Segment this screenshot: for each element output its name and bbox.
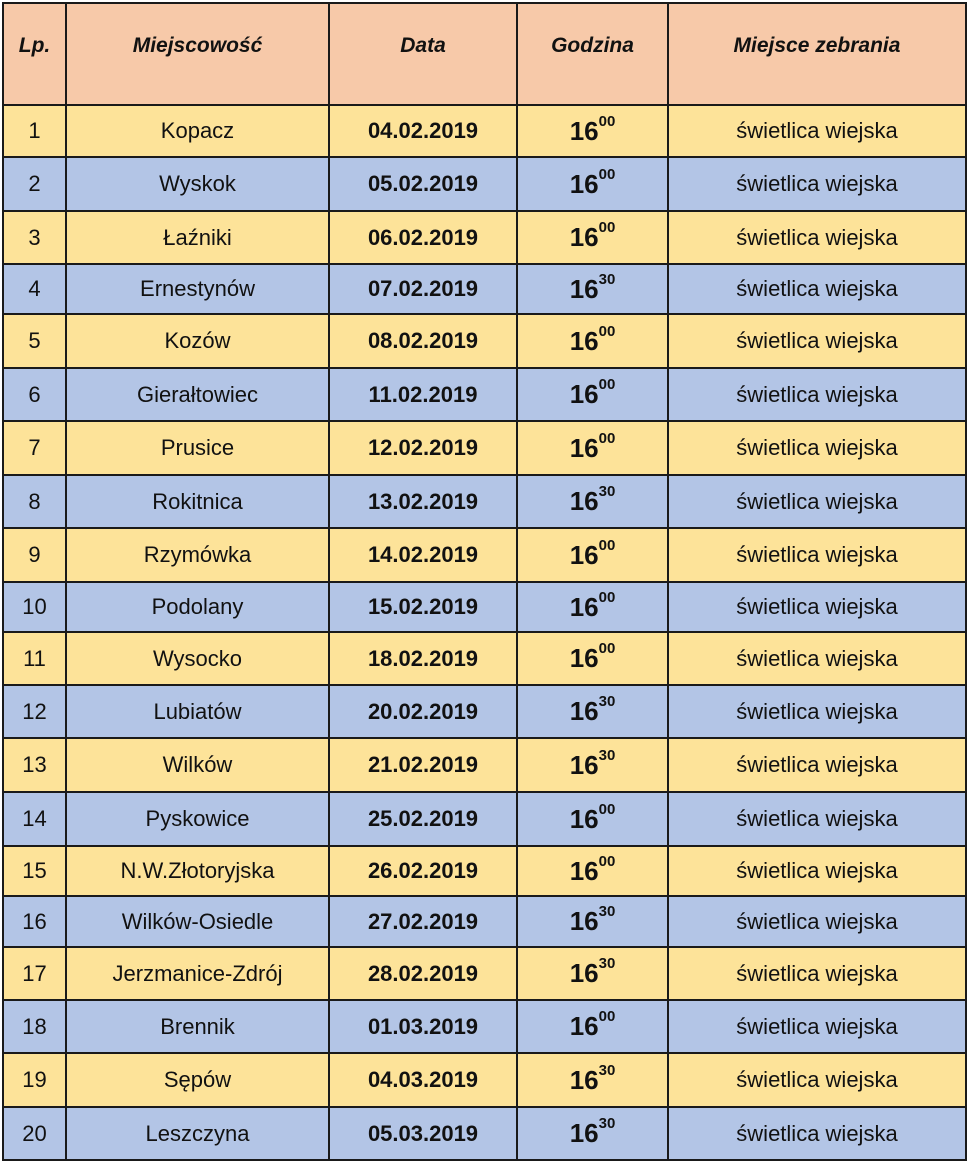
meeting-venue: świetlica wiejska: [668, 738, 966, 792]
place-name: Ernestynów: [66, 264, 329, 314]
place-name: Wysocko: [66, 632, 329, 685]
header-venue: Miejsce zebrania: [668, 3, 966, 105]
table-row: [3, 1053, 966, 1107]
meeting-date: 27.02.2019: [329, 896, 517, 947]
meeting-venue: świetlica wiejska: [668, 105, 966, 157]
time-hour: 16: [569, 1011, 599, 1041]
meeting-venue: świetlica wiejska: [668, 421, 966, 475]
meeting-venue: świetlica wiejska: [668, 157, 966, 211]
row-number: 3: [3, 211, 66, 264]
meeting-date: 28.02.2019: [329, 947, 517, 1000]
row-number: 6: [3, 368, 66, 421]
meeting-venue: świetlica wiejska: [668, 632, 966, 685]
time-hour: 16: [569, 273, 599, 304]
row-number: 13: [3, 738, 66, 792]
row-number: 1: [3, 105, 66, 157]
table-row: [3, 421, 966, 475]
table-row: [3, 685, 966, 738]
time-minute: 30: [598, 1115, 616, 1133]
meeting-time: [517, 738, 668, 792]
row-number: 19: [3, 1053, 66, 1107]
meeting-date: 26.02.2019: [329, 846, 517, 896]
meeting-time: [517, 314, 668, 368]
time-minute: 00: [598, 800, 616, 818]
meeting-venue: świetlica wiejska: [668, 896, 966, 947]
time-minute: 00: [598, 112, 616, 130]
meeting-date: 25.02.2019: [329, 792, 517, 846]
meeting-venue: świetlica wiejska: [668, 846, 966, 896]
meeting-time: [517, 685, 668, 738]
place-name: Prusice: [66, 421, 329, 475]
meeting-time: [517, 264, 668, 314]
table-row: [3, 1000, 966, 1053]
place-name: Pyskowice: [66, 792, 329, 846]
meeting-venue: świetlica wiejska: [668, 1000, 966, 1053]
meeting-venue: świetlica wiejska: [668, 264, 966, 314]
row-number: 12: [3, 685, 66, 738]
meeting-schedule-table: [2, 2, 967, 1161]
place-name: Leszczyna: [66, 1107, 329, 1160]
time-minute: 00: [598, 376, 616, 394]
time-hour: 16: [569, 696, 599, 726]
row-number: 20: [3, 1107, 66, 1160]
meeting-venue: świetlica wiejska: [668, 314, 966, 368]
time-hour: 16: [569, 749, 599, 780]
time-hour: 16: [569, 1064, 599, 1095]
row-number: 11: [3, 632, 66, 685]
time-hour: 16: [569, 1118, 599, 1148]
row-number: 7: [3, 421, 66, 475]
meeting-time: [517, 1107, 668, 1160]
table-row: [3, 528, 966, 582]
place-name: Sępów: [66, 1053, 329, 1107]
time-hour: 16: [569, 115, 599, 146]
time-hour: 16: [569, 539, 599, 570]
place-name: Wilków-Osiedle: [66, 896, 329, 947]
meeting-date: 07.02.2019: [329, 264, 517, 314]
table-row: [3, 738, 966, 792]
time-hour: 16: [569, 432, 599, 463]
table-row: [3, 105, 966, 157]
row-number: 2: [3, 157, 66, 211]
time-minute: 00: [598, 165, 616, 183]
place-name: Łaźniki: [66, 211, 329, 264]
table-row: [3, 846, 966, 896]
meeting-venue: świetlica wiejska: [668, 475, 966, 528]
table-row: [3, 157, 966, 211]
meeting-time: [517, 947, 668, 1000]
meeting-venue: świetlica wiejska: [668, 582, 966, 632]
row-number: 9: [3, 528, 66, 582]
meeting-time: [517, 368, 668, 421]
time-hour: 16: [569, 222, 599, 252]
meeting-date: 13.02.2019: [329, 475, 517, 528]
time-hour: 16: [569, 958, 599, 988]
place-name: Kozów: [66, 314, 329, 368]
meeting-venue: świetlica wiejska: [668, 792, 966, 846]
place-name: N.W.Złotoryjska: [66, 846, 329, 896]
time-minute: 30: [598, 270, 616, 288]
time-minute: 00: [598, 322, 616, 340]
meeting-time: [517, 896, 668, 947]
meeting-date: 04.02.2019: [329, 105, 517, 157]
time-minute: 00: [598, 429, 616, 447]
meeting-date: 08.02.2019: [329, 314, 517, 368]
meeting-time: [517, 211, 668, 264]
time-hour: 16: [569, 591, 599, 622]
time-hour: 16: [569, 486, 599, 516]
time-minute: 30: [598, 955, 616, 973]
place-name: Podolany: [66, 582, 329, 632]
meeting-venue: świetlica wiejska: [668, 685, 966, 738]
row-number: 16: [3, 896, 66, 947]
header-place: Miejscowość: [66, 3, 329, 105]
meeting-time: [517, 528, 668, 582]
time-hour: 16: [569, 906, 599, 936]
header-time: Godzina: [517, 3, 668, 105]
meeting-time: [517, 582, 668, 632]
time-minute: 30: [598, 903, 616, 921]
table-row: [3, 896, 966, 947]
meeting-venue: świetlica wiejska: [668, 211, 966, 264]
place-name: Brennik: [66, 1000, 329, 1053]
meeting-date: 04.03.2019: [329, 1053, 517, 1107]
meeting-date: 01.03.2019: [329, 1000, 517, 1053]
table-row: [3, 475, 966, 528]
table-row: [3, 582, 966, 632]
time-hour: 16: [569, 855, 599, 886]
table-row: [3, 792, 966, 846]
meeting-time: [517, 475, 668, 528]
meeting-time: [517, 105, 668, 157]
meeting-date: 21.02.2019: [329, 738, 517, 792]
meeting-time: [517, 846, 668, 896]
meeting-venue: świetlica wiejska: [668, 368, 966, 421]
time-hour: 16: [569, 168, 599, 199]
time-hour: 16: [569, 643, 599, 673]
meeting-venue: świetlica wiejska: [668, 1107, 966, 1160]
table-row: [3, 264, 966, 314]
time-minute: 30: [598, 483, 616, 501]
table-row: [3, 314, 966, 368]
time-minute: 30: [598, 1061, 616, 1079]
meeting-date: 06.02.2019: [329, 211, 517, 264]
table-row: [3, 368, 966, 421]
place-name: Wyskok: [66, 157, 329, 211]
time-minute: 00: [598, 219, 616, 237]
row-number: 5: [3, 314, 66, 368]
time-minute: 00: [598, 1008, 616, 1026]
header-lp: Lp.: [3, 3, 66, 105]
meeting-venue: świetlica wiejska: [668, 1053, 966, 1107]
time-hour: 16: [569, 379, 599, 409]
row-number: 17: [3, 947, 66, 1000]
meeting-date: 05.03.2019: [329, 1107, 517, 1160]
header-date: Data: [329, 3, 517, 105]
place-name: Wilków: [66, 738, 329, 792]
meeting-venue: świetlica wiejska: [668, 528, 966, 582]
table-row: [3, 211, 966, 264]
meeting-time: [517, 632, 668, 685]
place-name: Rzymówka: [66, 528, 329, 582]
meeting-time: [517, 792, 668, 846]
place-name: Gierałtowiec: [66, 368, 329, 421]
table-row: [3, 1107, 966, 1160]
meeting-date: 14.02.2019: [329, 528, 517, 582]
time-minute: 30: [598, 693, 616, 711]
time-minute: 00: [598, 536, 616, 554]
time-minute: 30: [598, 746, 616, 764]
meeting-date: 11.02.2019: [329, 368, 517, 421]
place-name: Kopacz: [66, 105, 329, 157]
time-hour: 16: [569, 803, 599, 834]
table-row: [3, 947, 966, 1000]
row-number: 10: [3, 582, 66, 632]
row-number: 8: [3, 475, 66, 528]
place-name: Rokitnica: [66, 475, 329, 528]
meeting-date: 20.02.2019: [329, 685, 517, 738]
row-number: 4: [3, 264, 66, 314]
row-number: 18: [3, 1000, 66, 1053]
time-hour: 16: [569, 325, 599, 356]
meeting-time: [517, 157, 668, 211]
header-row: [3, 3, 966, 105]
meeting-date: 12.02.2019: [329, 421, 517, 475]
meeting-date: 18.02.2019: [329, 632, 517, 685]
place-name: Jerzmanice-Zdrój: [66, 947, 329, 1000]
time-minute: 00: [598, 640, 616, 658]
meeting-date: 05.02.2019: [329, 157, 517, 211]
time-minute: 00: [598, 588, 616, 606]
meeting-time: [517, 1000, 668, 1053]
place-name: Lubiatów: [66, 685, 329, 738]
row-number: 15: [3, 846, 66, 896]
meeting-venue: świetlica wiejska: [668, 947, 966, 1000]
schedule-body: [3, 105, 966, 1160]
time-minute: 00: [598, 852, 616, 870]
table-row: [3, 632, 966, 685]
meeting-time: [517, 1053, 668, 1107]
meeting-date: 15.02.2019: [329, 582, 517, 632]
row-number: 14: [3, 792, 66, 846]
meeting-time: [517, 421, 668, 475]
